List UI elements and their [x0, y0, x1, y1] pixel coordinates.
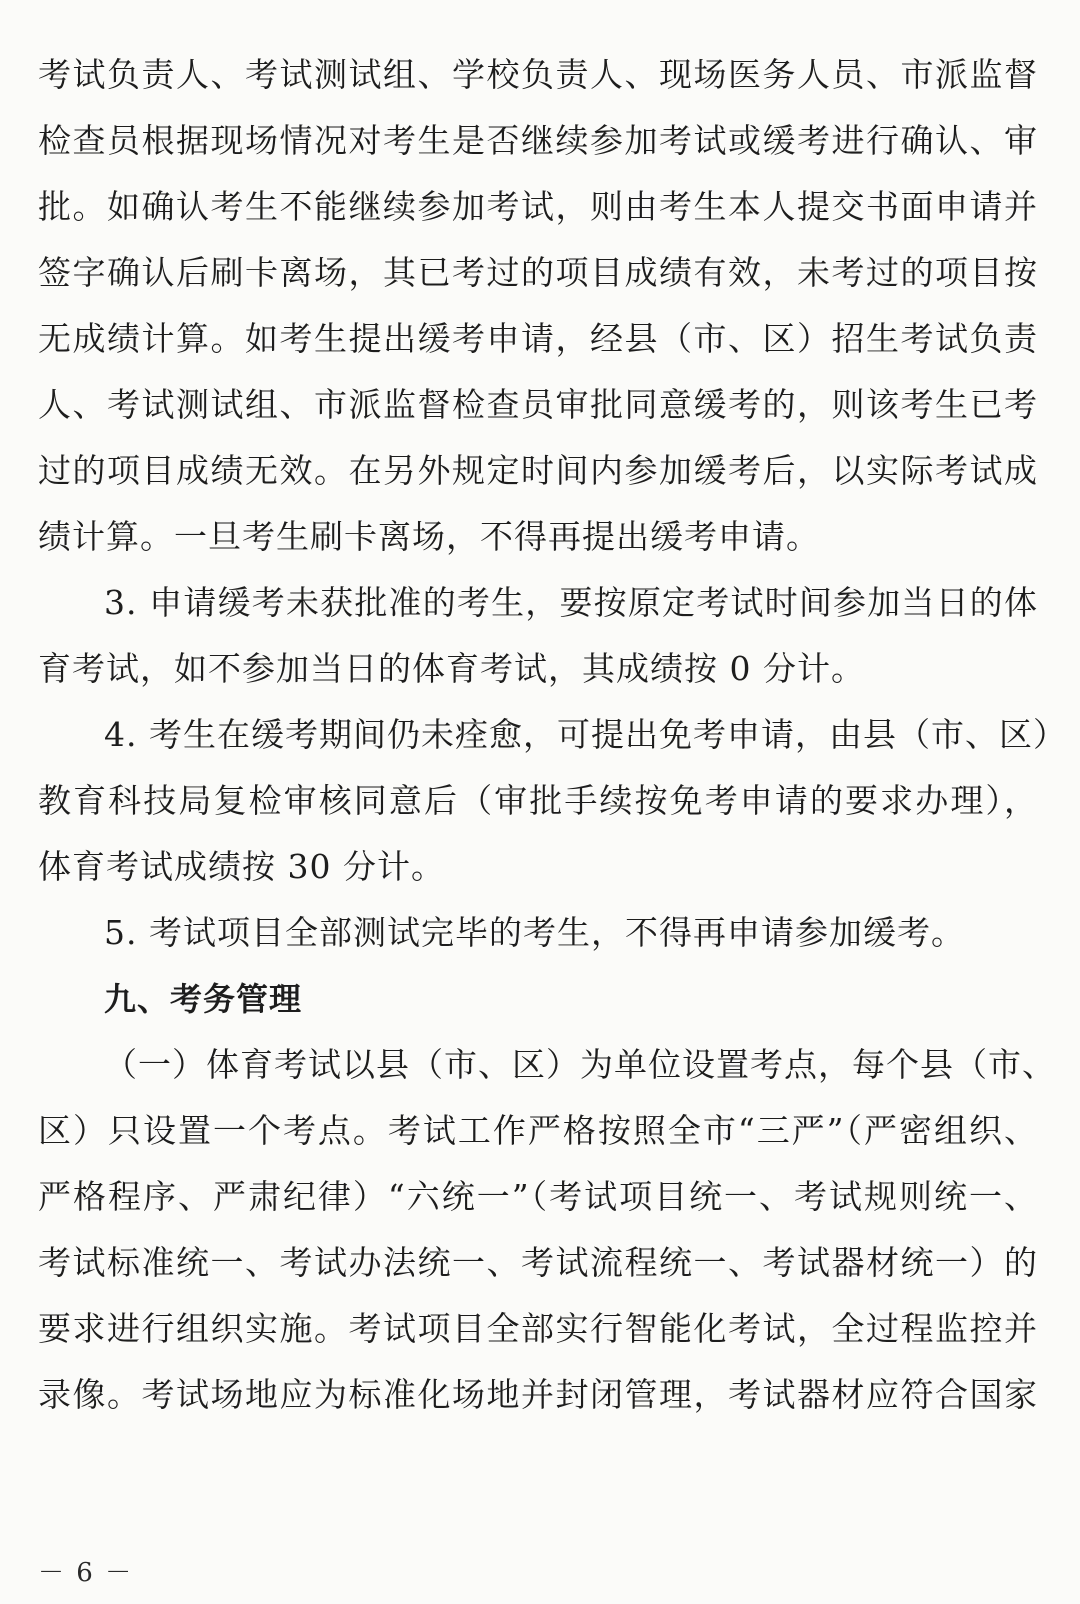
text-line: 无成绩计算。如考生提出缓考申请，经县（市、区）招生考试负责: [38, 319, 1038, 358]
text-line: 考试负责人、考试测试组、学校负责人、现场医务人员、市派监督: [38, 55, 1038, 94]
text-line: （一）体育考试以县（市、区）为单位设置考点，每个县（市、: [104, 1045, 1056, 1084]
text-line: 区）只设置一个考点。考试工作严格按照全市“三严”（严密组织、: [38, 1111, 1038, 1150]
section-heading: 九、考务管理: [104, 980, 303, 1018]
text-line: 要求进行组织实施。考试项目全部实行智能化考试，全过程监控并: [38, 1309, 1038, 1348]
text-line: 5. 考试项目全部测试完毕的考生，不得再申请参加缓考。: [104, 913, 965, 952]
text-line: 教育科技局复检审核同意后（审批手续按免考申请的要求办理），: [38, 781, 1038, 820]
text-line: 体育考试成绩按 30 分计。: [38, 847, 445, 886]
page-number: － 6 －: [38, 1558, 134, 1588]
text-line: 考试标准统一、考试办法统一、考试流程统一、考试器材统一）的: [38, 1243, 1038, 1282]
text-line: 批。如确认考生不能继续参加考试，则由考生本人提交书面申请并: [38, 187, 1038, 226]
text-line: 4. 考生在缓考期间仍未痊愈，可提出免考申请，由县（市、区）: [104, 715, 1067, 754]
text-line: 人、考试测试组、市派监督检查员审批同意缓考的，则该考生已考: [38, 385, 1038, 424]
text-line: 签字确认后刷卡离场，其已考过的项目成绩有效，未考过的项目按: [38, 253, 1038, 292]
text-line: 过的项目成绩无效。在另外规定时间内参加缓考后，以实际考试成: [38, 451, 1038, 490]
text-line: 3. 申请缓考未获批准的考生，要按原定考试时间参加当日的体: [104, 583, 1038, 622]
text-line: 严格程序、严肃纪律）“六统一”（考试项目统一、考试规则统一、: [38, 1177, 1038, 1216]
text-line: 绩计算。一旦考生刷卡离场，不得再提出缓考申请。: [38, 517, 820, 556]
document-body: [38, 42, 1067, 1428]
text-line: 录像。考试场地应为标准化场地并封闭管理，考试器材应符合国家: [38, 1375, 1038, 1414]
text-line: 检查员根据现场情况对考生是否继续参加考试或缓考进行确认、审: [38, 121, 1038, 160]
text-line: 育考试，如不参加当日的体育考试，其成绩按 0 分计。: [38, 649, 865, 688]
